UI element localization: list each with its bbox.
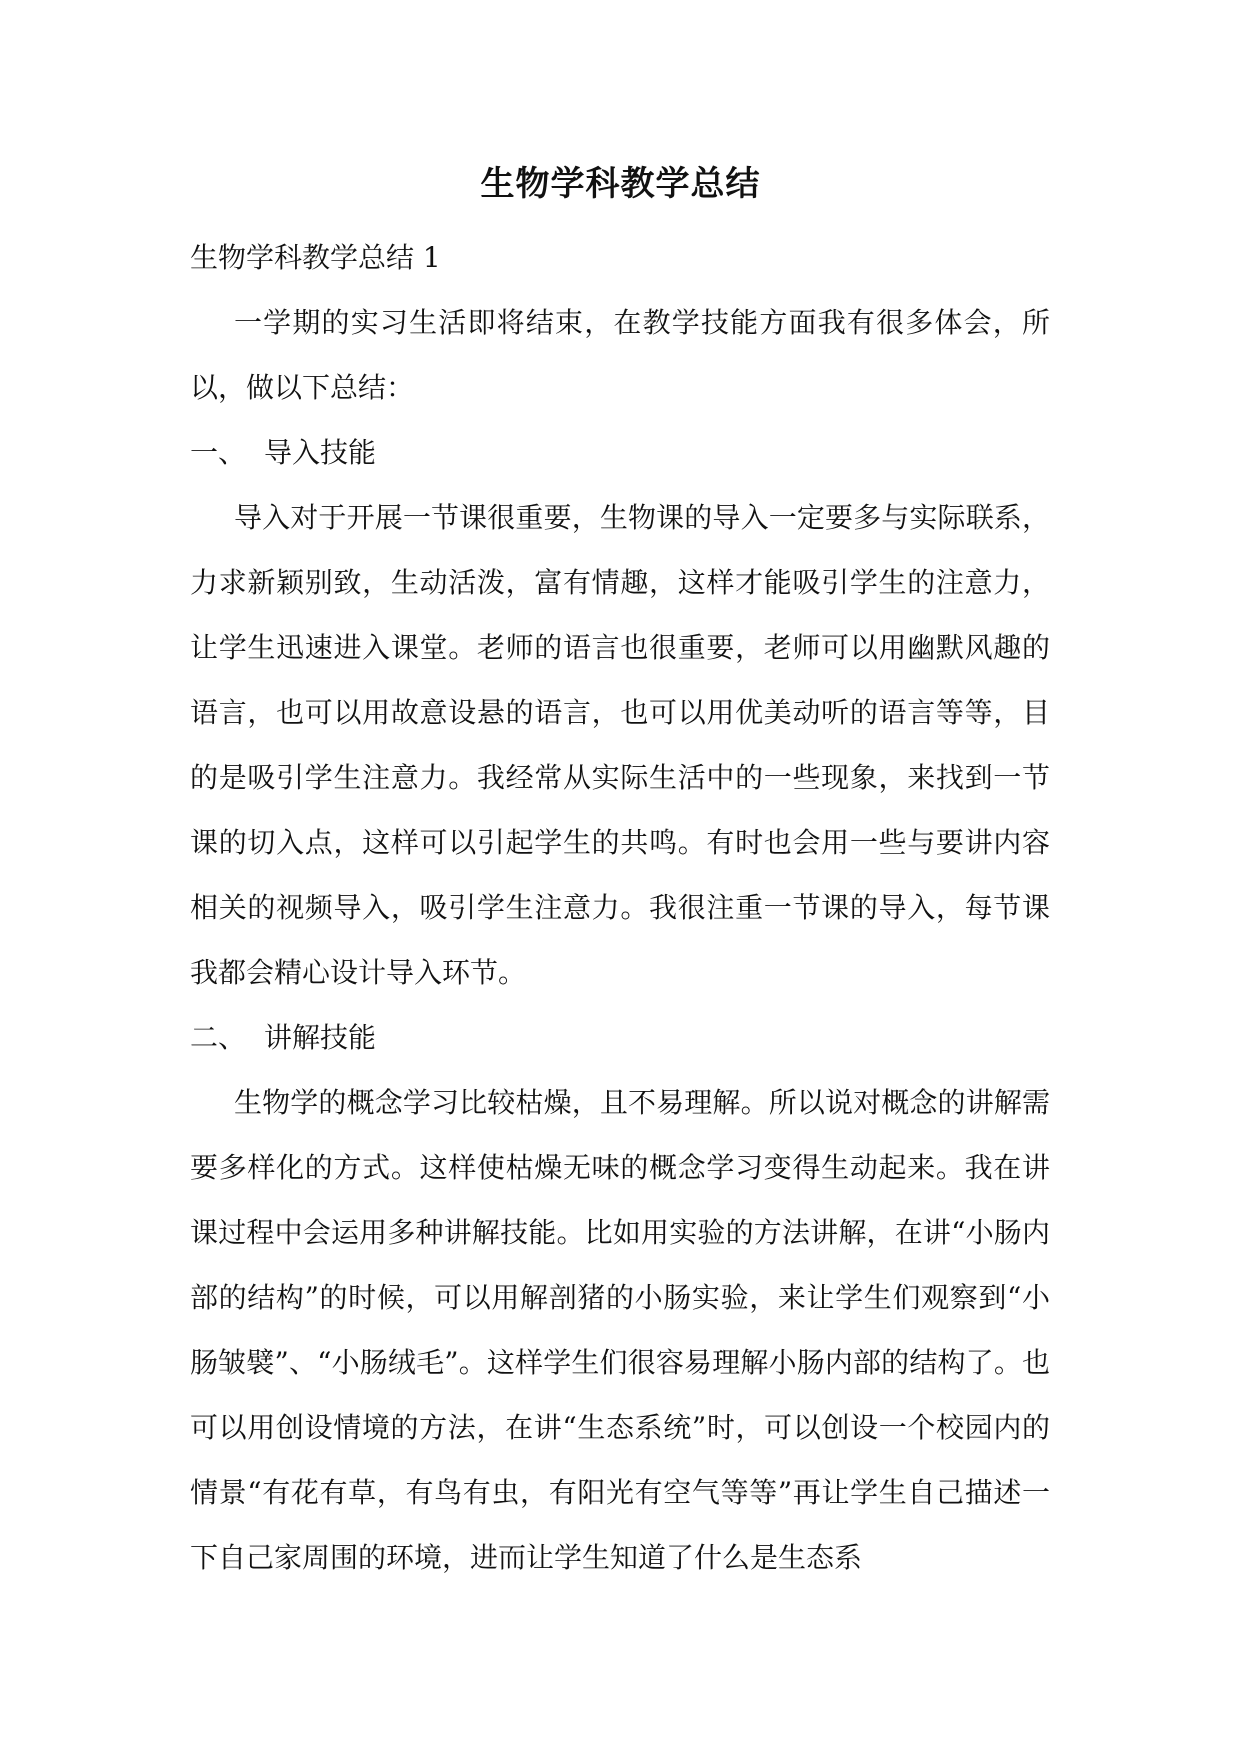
document-title: 生物学科教学总结 <box>480 164 761 204</box>
section-heading-2 <box>190 1005 1050 1070</box>
document-subtitle: 生物学科教学总结 1 <box>190 241 441 274</box>
section-title-2: 讲解技能 <box>264 1021 377 1054</box>
section-number-2: 二、 <box>190 1021 247 1054</box>
section-title-1: 导入技能 <box>264 436 377 469</box>
section-body-2: 生物学的概念学习比较枯燥，且不易理解。所以说对概念的讲解需要多样化的方式。这样使枯燥无味的概念学习变得生动起来。我在讲课过程中会运用多种讲解技能。比如用实验的方法讲解，在讲“小肠内部的结构”的时候，可以用解剖猪的小肠实验，来让学生们观察到“小肠皱襞”、“小肠绒毛”。这样学生们很容易理解小肠内部的结构了。也可以用创设情境的方法，在讲“生态系统”时，可以创设一个校园内的情景“有花有草，有鸟有虫，有阳光有空气等等”再让学生自己描述一下自己家周围的环境，进而让学生知道了什么是生态系 <box>190 1086 1050 1574</box>
intro-paragraph: 一学期的实习生活即将结束，在教学技能方面我有很多体会，所以，做以下总结： <box>190 306 1050 404</box>
section-number-1: 一、 <box>190 436 247 469</box>
section-body-1: 导入对于开展一节课很重要，生物课的导入一定要多与实际联系，力求新颖别致，生动活泼，富有情趣，这样才能吸引学生的注意力，让学生迅速进入课堂。老师的语言也很重要，老师可以用幽默风趣的语言，也可以用故意设悬的语言，也可以用优美动听的语言等等，目的是吸引学生注意力。我经常从实际生活中的一些现象，来找到一节课的切入点，这样可以引起学生的共鸣。有时也会用一些与要讲内容相关的视频导入，吸引学生注意力。我很注重一节课的导入，每节课我都会精心设计导入环节。 <box>190 501 1050 989</box>
section-heading-1 <box>190 420 1050 485</box>
document-body <box>190 225 1050 1590</box>
